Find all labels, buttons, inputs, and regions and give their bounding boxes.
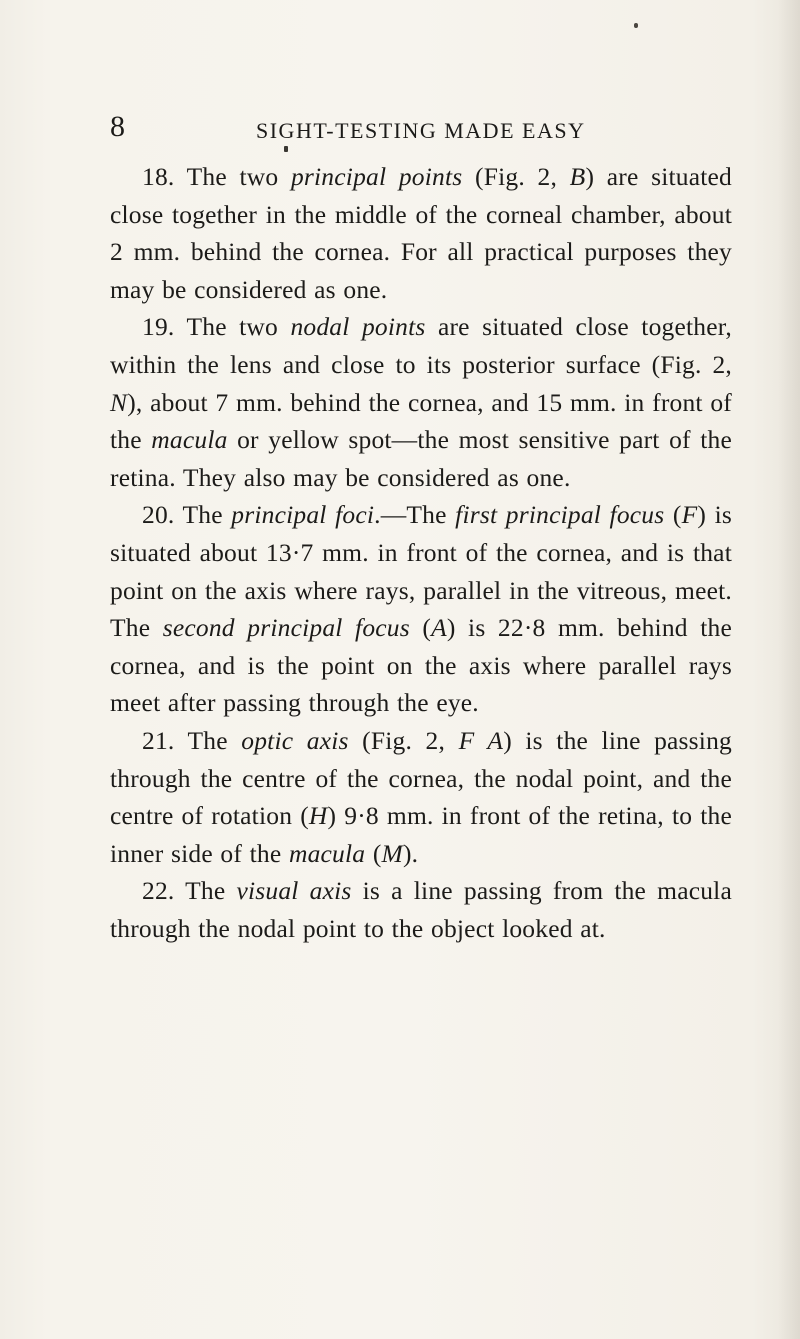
italic-term: H — [308, 801, 328, 831]
text-run: The two — [174, 162, 291, 191]
text-run: (Fig. 2, — [348, 725, 459, 755]
running-head: SIGHT-TESTING MADE EASY — [256, 118, 586, 143]
body-text — [110, 158, 732, 947]
text-run: The — [174, 500, 232, 530]
italic-term: second principal focus — [162, 613, 410, 643]
italic-term: visual axis — [236, 876, 352, 906]
italic-term: B — [569, 162, 586, 191]
italic-term: macula — [151, 425, 228, 455]
paragraph-18 — [110, 158, 732, 308]
paragraph-number: 20. — [142, 500, 175, 530]
paragraph-21 — [110, 722, 732, 872]
text-run: ) 9·8 mm. in front of the retina, to the inner side of the — [110, 801, 732, 868]
paragraph-22 — [110, 872, 732, 947]
text-run: The two — [174, 312, 291, 342]
text-run: are situated close together, within the lens and close to its posterior surface (Fig. 2, — [110, 312, 733, 379]
text-run: The — [174, 725, 242, 755]
text-run: is a line passing from the macula through the nodal point to the object looked at. — [110, 876, 732, 943]
paragraph-number: 19. — [142, 312, 175, 342]
italic-term: macula — [288, 838, 366, 868]
italic-term: principal points — [290, 162, 463, 191]
italic-term: N — [110, 387, 128, 417]
ink-speck — [284, 146, 288, 152]
text-run: (Fig. 2, — [462, 162, 570, 191]
paragraph-number: 22. — [142, 876, 175, 906]
italic-term: first principal focus — [455, 500, 665, 530]
text-run: The — [174, 876, 237, 906]
italic-term: F — [681, 500, 698, 530]
page-edge-shadow — [778, 0, 800, 1339]
paragraph-number: 21. — [142, 725, 175, 755]
text-run: ( — [664, 500, 682, 530]
ink-speck — [634, 23, 638, 28]
text-run: ) is the line passing through the centre of the cornea, the nodal point, and the centre of rotation ( — [110, 725, 732, 831]
text-run: .—The — [374, 500, 456, 530]
page-number: 8 — [110, 110, 126, 143]
page-header — [110, 112, 730, 152]
italic-term: M — [381, 838, 403, 868]
italic-term: nodal points — [290, 312, 426, 342]
text-run: ), about 7 mm. behind the cornea, and 15 mm. in front of the — [110, 387, 732, 455]
text-run: ) are situated close together in the middle of the corneal chamber, about 2 mm. behind the cornea. For all practical purposes they may be considered as one. — [110, 162, 732, 304]
text-run: or yellow spot—the most sensitive part of the retina. They also may be considered as one. — [110, 425, 732, 492]
text-run: ) is situated about 13·7 mm. in front of the cornea, and is that point on the axis where rays, parallel in the vitreous, meet. The — [110, 500, 732, 643]
paragraph-20 — [110, 496, 732, 722]
text-run: ( — [409, 613, 432, 643]
italic-term: optic axis — [241, 725, 349, 755]
text-run: ( — [365, 838, 382, 868]
italic-term: A — [431, 613, 447, 643]
italic-term: principal foci — [231, 500, 375, 530]
italic-term: F A — [458, 725, 504, 755]
paragraph-19 — [110, 308, 732, 496]
paragraph-number: 18. — [142, 162, 175, 191]
text-run: ) is 22·8 mm. behind the cornea, and is the point on the axis where parallel rays meet after passing through the eye. — [110, 613, 732, 718]
text-run: ). — [402, 838, 419, 868]
